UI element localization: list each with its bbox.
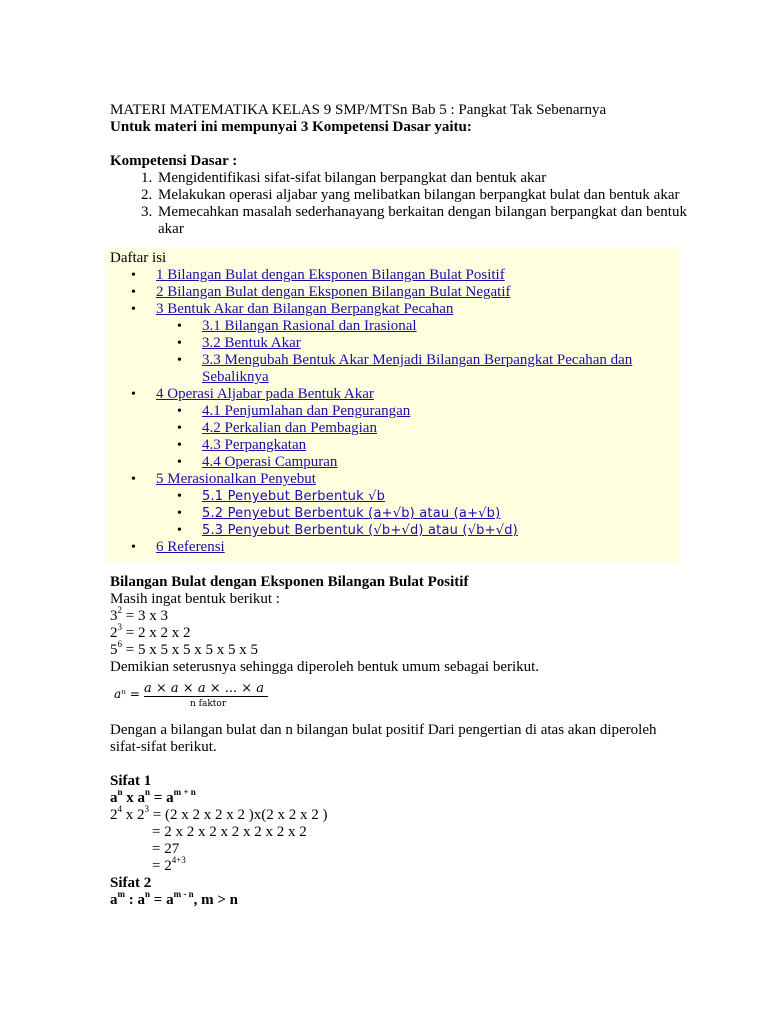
toc-link[interactable]: 4 Operasi Aljabar pada Bentuk Akar bbox=[156, 386, 374, 402]
example-line: = $2^{4+3}$ bbox=[152, 855, 186, 874]
toc-item bbox=[156, 420, 675, 437]
table-of-contents bbox=[105, 248, 680, 562]
toc-item bbox=[156, 454, 675, 471]
toc-item bbox=[156, 437, 675, 454]
sifat2-heading: Sifat 2 bbox=[110, 875, 152, 891]
sifat2-rule: $a^m$ : $a^n = a^{m - n}$, m > n bbox=[110, 889, 238, 908]
toc-link[interactable]: 6 Referensi bbox=[156, 539, 225, 555]
list-item: 1. Mengidentifikasi sifat-sifat bilangan berpangkat dan bentuk akar bbox=[156, 170, 690, 187]
toc-item bbox=[156, 505, 675, 522]
toc-link[interactable]: 5.3 Penyebut Berbentuk (√b+√d) atau (√b+√d) bbox=[202, 523, 518, 538]
intro-text: Untuk materi ini mempunyai 3 Kompetensi Dasar yaitu: bbox=[110, 119, 472, 135]
document-page bbox=[110, 102, 690, 909]
paragraph: Masih ingat bentuk berikut : bbox=[110, 591, 280, 607]
toc-link[interactable]: 3 Bentuk Akar dan Bilangan Berpangkat Pecahan bbox=[156, 301, 454, 317]
toc-item bbox=[156, 335, 675, 352]
list-item: 2. Melakukan operasi aljabar yang melibatkan bilangan berpangkat bulat dan bentuk akar bbox=[156, 187, 690, 204]
example-line: = 27 bbox=[152, 841, 180, 857]
kd-list bbox=[110, 170, 690, 238]
sifat1-rule: $a^n$ x $a^n = a^{m + n}$ bbox=[110, 787, 196, 806]
paragraph: Dengan a bilangan bulat dan n bilangan bulat positif Dari pengertian di atas akan diperoleh sifat-sifat berikut. bbox=[110, 722, 657, 755]
toc-link[interactable]: 3.1 Bilangan Rasional dan Irasional bbox=[202, 318, 417, 334]
paragraph: Demikian seterusnya sehingga diperoleh bentuk umum sebagai berikut. bbox=[110, 659, 540, 675]
toc-item bbox=[110, 539, 675, 556]
toc-link[interactable]: 4.2 Perkalian dan Pembagian bbox=[202, 420, 377, 436]
example-line: $3^2 = 3$ x 3 bbox=[110, 605, 168, 624]
list-item: 3. Memecahkan masalah sederhanayang berkaitan dengan bilangan berpangkat dan bentuk akar bbox=[156, 204, 690, 238]
toc-link[interactable]: 5.1 Penyebut Berbentuk √b bbox=[202, 489, 386, 504]
toc-item bbox=[110, 301, 675, 386]
toc-link[interactable]: 4.4 Operasi Campuran bbox=[202, 454, 338, 470]
toc-item bbox=[110, 386, 675, 471]
toc-link[interactable]: 5 Merasionalkan Penyebut bbox=[156, 471, 316, 487]
toc-item bbox=[110, 284, 675, 301]
formula-numerator: a × a × a × ... × a bbox=[144, 681, 265, 696]
toc-item bbox=[156, 403, 675, 420]
toc-link[interactable]: 5.2 Penyebut Berbentuk (a+√b) atau (a+√b) bbox=[202, 506, 501, 521]
example-line: $2^4$ x $2^3 = (2$ x 2 x 2 x 2 )x(2 x 2 x 2 ) bbox=[110, 804, 328, 823]
toc-item bbox=[156, 352, 675, 386]
kd-heading: Kompetensi Dasar : bbox=[110, 153, 238, 169]
section-heading: Bilangan Bulat dengan Eksponen Bilangan Bulat Positif bbox=[110, 574, 469, 590]
toc-title: Daftar isi bbox=[110, 250, 167, 266]
toc-item bbox=[156, 488, 675, 505]
formula-denominator: n faktor bbox=[190, 699, 227, 709]
example-line: = 2 x 2 x 2 x 2 x 2 x 2 x 2 bbox=[152, 824, 307, 840]
general-formula bbox=[110, 682, 690, 716]
toc-link[interactable]: 4.3 Perpangkatan bbox=[202, 437, 307, 453]
document-title: MATERI MATEMATIKA KELAS 9 SMP/MTSn Bab 5 : Pangkat Tak Sebenarnya bbox=[110, 102, 607, 118]
toc-item bbox=[110, 267, 675, 284]
toc-link[interactable]: 1 Bilangan Bulat dengan Eksponen Bilangan Bulat Positif bbox=[156, 267, 505, 283]
toc-link[interactable]: 4.1 Penjumlahan dan Pengurangan bbox=[202, 403, 411, 419]
toc-item bbox=[110, 471, 675, 539]
example-line: $5^6 = 5$ x 5 x 5 x 5 x 5 x 5 bbox=[110, 639, 258, 658]
example-line: $2^3 = 2$ x 2 x 2 bbox=[110, 622, 191, 641]
formula-lhs: aⁿ = bbox=[114, 687, 140, 701]
toc-link[interactable]: 2 Bilangan Bulat dengan Eksponen Bilangan Bulat Negatif bbox=[156, 284, 511, 300]
toc-link[interactable]: 3.3 Mengubah Bentuk Akar Menjadi Bilangan Berpangkat Pecahan dan Sebaliknya bbox=[202, 352, 633, 385]
toc-link[interactable]: 3.2 Bentuk Akar bbox=[202, 335, 301, 351]
toc-item bbox=[156, 522, 675, 539]
toc-item bbox=[156, 318, 675, 335]
sifat1-heading: Sifat 1 bbox=[110, 773, 152, 789]
